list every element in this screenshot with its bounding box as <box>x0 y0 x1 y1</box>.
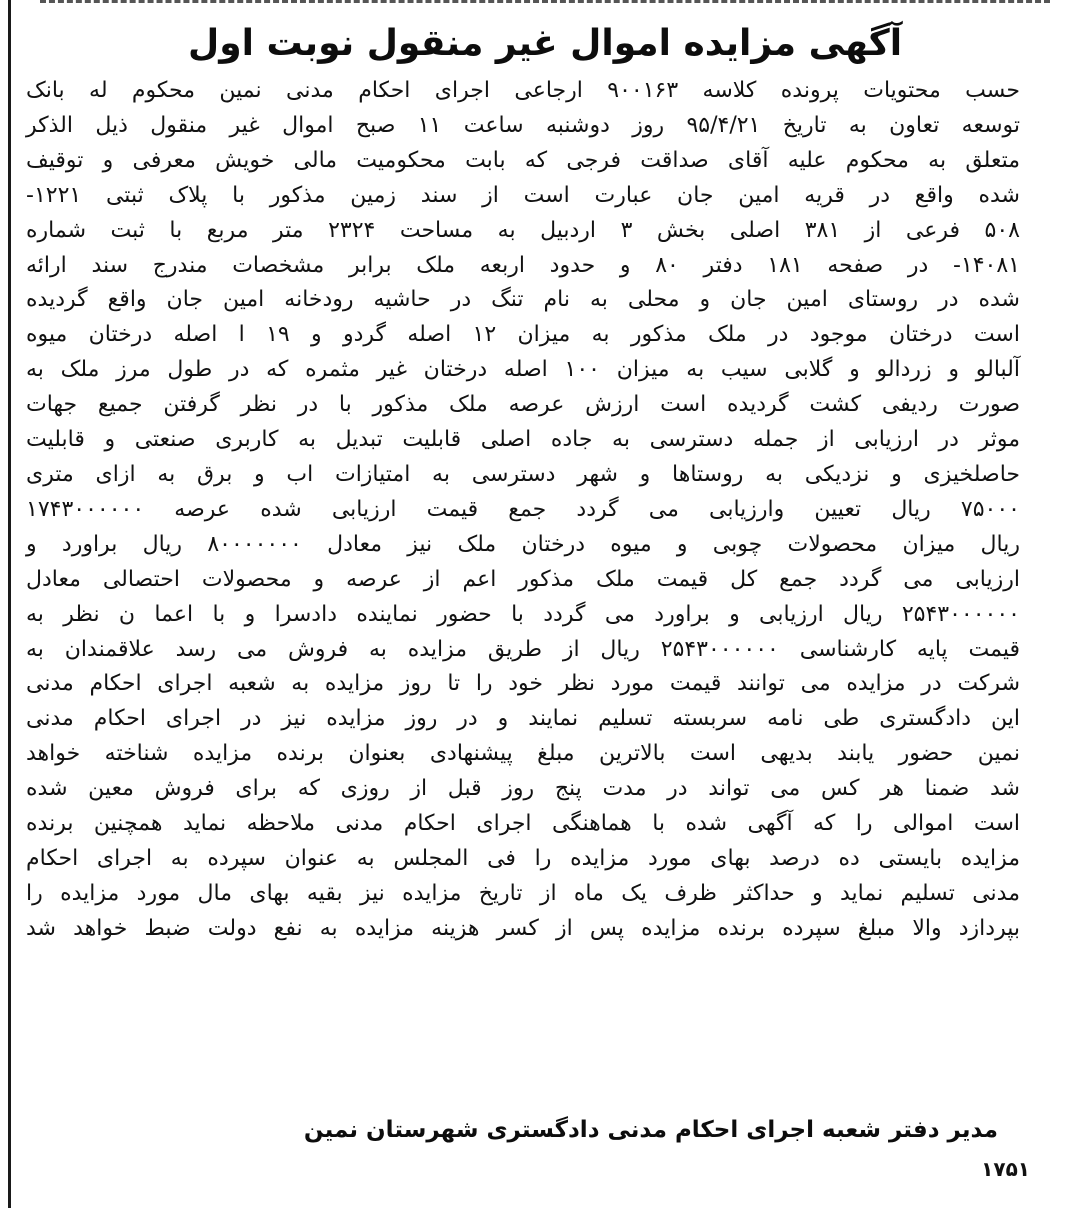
notice-line: شده در روستای امین جان و محلی به نام تنگ در حاشیه رودخانه امین جان واقع گردیده <box>26 287 1020 313</box>
notice-line: نمین حضور یابند بدیهی است بالاترین مبلغ پیشنهادی بعنوان برنده مزایده شناخته خواهد <box>26 741 1020 767</box>
notice-line: حسب محتویات پرونده کلاسه ۹۰۰۱۶۳ ارجاعی اجرای احکام مدنی نمین محکوم له بانک <box>26 78 1020 103</box>
notice-line: متعلق به محکوم علیه آقای صداقت فرجی که بابت محکومیت مالی خویش معرفی و توقیف <box>26 147 1020 173</box>
notice-line: است اموالی را که آگهی شده با هماهنگی اجرای احکام مدنی ملاحظه نماید همچنین برنده <box>26 811 1020 837</box>
notice-line: ارزیابی می گردد جمع کل قیمت ملک مذکور اعم از عرصه و محصولات احتصالی معادل <box>26 566 1020 592</box>
notice-title: آگهی مزایده اموال غیر منقول نوبت اول <box>187 23 903 64</box>
signature-line: مدیر دفتر شعبه اجرای احکام مدنی دادگستری شهرستان نمین <box>303 1117 998 1143</box>
notice-line: قیمت پایه کارشناسی ۲۵۴۳۰۰۰۰۰۰ ریال از طریق مزایده به فروش می رسد علاقمندان به <box>26 636 1020 662</box>
top-dashed-rule <box>40 0 1050 9</box>
notice-body <box>26 74 1020 947</box>
notice-line: مزایده بایستی ده درصد بهای مورد مزایده را فی المجلس به عنوان سپرده به اجرای احکام <box>26 845 1020 871</box>
reference-number: ۱۷۵۱ <box>981 1157 1030 1181</box>
notice-line: ۱۴۰۸۱- در صفحه ۱۸۱ دفتر ۸۰ و حدود اربعه ملک برابر مشخصات مندرج سند ارائه <box>26 252 1020 278</box>
notice-line: حاصلخیزی و نزدیکی به روستاها و شهر دسترسی به امتیازات اب و برق به ازای متری <box>26 461 1020 487</box>
notice-line: است درختان موجود در ملک مذکور به میزان ۱۲ اصله گردو و ۱۹ ا اصله درختان میوه <box>26 322 1020 348</box>
notice-line: این دادگستری طی نامه سربسته تسلیم نمایند و در روز مزایده نیز در اجرای احکام مدنی <box>26 706 1020 732</box>
notice-line: بپردازد والا مبلغ سپرده برنده مزایده پس از کسر هزینه مزایده به نفع دولت ضبط خواهد شد <box>26 915 1020 941</box>
notice-line: شد ضمنا هر کس می تواند در مدت پنج روز قبل از روزی که برای فروش معین شده <box>26 776 1020 802</box>
notice-line: صورت ردیفی کشت گردیده است ارزش عرصه ملک مذکور با در نظر گرفتن جمیع جهات <box>26 392 1020 418</box>
notice-line: ۵۰۸ فرعی از ۳۸۱ اصلی بخش ۳ اردبیل به مساحت ۲۳۲۴ متر مربع با ثبت شماره <box>26 217 1020 243</box>
notice-line: آلبالو و زردالو و گلابی سیب به میزان ۱۰۰ اصله درختان غیر مثمره که در طول مرز ملک به <box>26 357 1020 383</box>
notice-line: موثر در ارزیابی از جمله دسترسی به جاده اصلی قابلیت تبدیل به کاربری صنعتی و قابلیت <box>26 427 1020 453</box>
notice-line: ۷۵۰۰۰ ریال تعیین وارزیابی می گردد جمع قیمت ارزیابی شده عرصه ۱۷۴۳۰۰۰۰۰۰ <box>26 496 1020 522</box>
notice-line: مدنی تسلیم نماید و حداکثر ظرف یک ماه از تاریخ مزایده نیز بقیه بهای مال مورد مزایده را <box>26 880 1020 906</box>
notice-line: ۲۵۴۳۰۰۰۰۰۰ ریال ارزیابی و براورد می گردد با حضور نماینده دادسرا و با اعما ن نظر به <box>26 601 1020 627</box>
notice-line: توسعه تعاون به تاریخ ۹۵/۴/۲۱ روز دوشنبه ساعت ۱۱ صبح اموال غیر منقول ذیل الذکر <box>26 112 1021 138</box>
notice-line: شرکت در مزایده می توانند قیمت مورد نظر خود را تا روز مزایده به شعبه اجرای احکام مدنی <box>26 671 1020 697</box>
column-rule <box>8 0 11 1208</box>
notice-line: شده واقع در قریه امین جان عبارت است از سند زمین مذکور با پلاک ثبتی ۱۲۲۱- <box>26 182 1020 208</box>
notice-line: ریال میزان محصولات چوبی و میوه درختان ملک نیز معادل ۸۰۰۰۰۰۰۰ ریال براورد و <box>26 531 1020 557</box>
